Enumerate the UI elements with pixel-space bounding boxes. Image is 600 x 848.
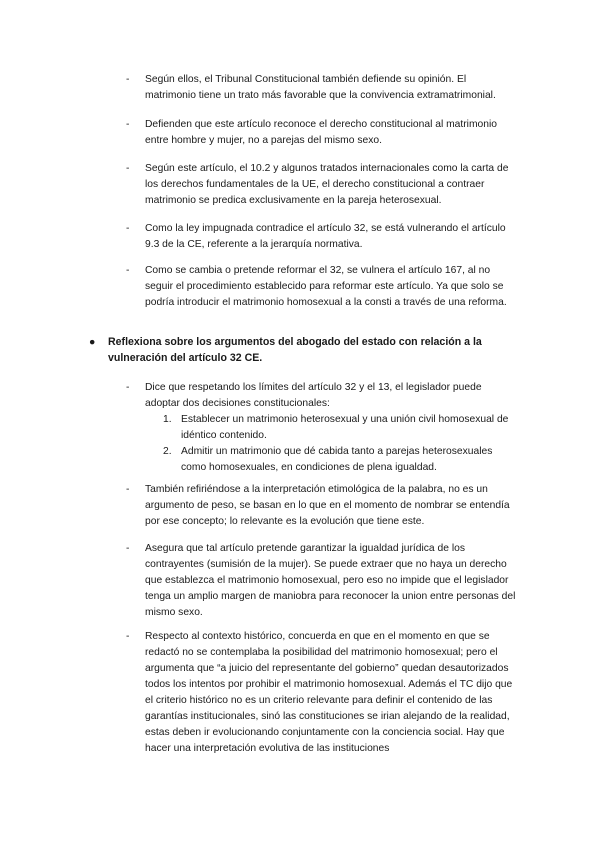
number-marker: 2.	[163, 446, 172, 457]
numbered-item	[145, 444, 517, 476]
dash-marker: -	[126, 265, 130, 276]
list-item-text: Como la ley impugnada contradice el artículo 32, se está vulnerando el artículo 9.3 de la CE, referente a la jerarquía normativa.	[145, 223, 506, 250]
numbered-item-text: Establecer un matrimonio heterosexual y una unión civil homosexual de idéntico contenido.	[181, 414, 509, 441]
list-item-text: Respecto al contexto histórico, concuerda en que en el momento en que se redactó no se contemplaba la posibilidad del matrimonio homosexual; pero el argumenta que “a juicio del representante del gobierno” quedan desautorizados todos los intentos por prohibir el matrimonio homosexual. Además el TC dijo que el criterio histórico no es un criterio relevante para definir el contenido de las garantías institucionales, sinó las constituciones se irian alejando de la realidad, estas deben ir evolucionando conjuntamente con la conciencia social. Hay que hacer una interpretación evolutiva de las instituciones	[145, 631, 513, 754]
list-item	[126, 72, 517, 104]
list-item-text: Dice que respetando los límites del artículo 32 y el 13, el legislador puede adoptar dos decisiones constitucionales:	[145, 382, 482, 409]
list-item	[126, 541, 517, 621]
dash-marker: -	[126, 484, 130, 495]
list-item-text: También refiriéndose a la interpretación etimológica de la palabra, no es un argumento de peso, se basan en lo que en el momento de nombrar se entendía por ese concepto; lo relevante es la evolución que tiene este.	[145, 484, 510, 527]
dash-marker: -	[126, 223, 130, 234]
dash-marker: -	[126, 631, 130, 642]
dash-marker: -	[126, 163, 130, 174]
list-item	[126, 629, 517, 757]
bullet-heading	[89, 334, 518, 366]
bullet-heading-text: Reflexiona sobre los argumentos del abogado del estado con relación a la vulneración del artículo 32 CE.	[108, 336, 482, 364]
bullet-dot: ●	[89, 336, 96, 348]
numbered-item	[145, 412, 517, 444]
list-item	[126, 161, 517, 209]
list-item-text: Defienden que este artículo reconoce el derecho constitucional al matrimonio entre hombre y mujer, no a parejas del mismo sexo.	[145, 119, 498, 146]
numbered-item-text: Admitir un matrimonio que dé cabida tanto a parejas heterosexuales como homosexuales, en condiciones de plena igualdad.	[181, 446, 493, 473]
list-item	[126, 380, 517, 476]
list-item-text: Según ellos, el Tribunal Constitucional también defiende su opinión. El matrimonio tiene un trato más favorable que la convivencia extramatrimonial.	[145, 74, 496, 101]
number-marker: 1.	[163, 414, 172, 425]
list-item	[126, 263, 517, 311]
dash-marker: -	[126, 382, 130, 393]
list-item-text: Asegura que tal artículo pretende garantizar la igualdad jurídica de los contrayentes (sumisión de la mujer). Se puede extraer que no haya un derecho que establezca el matrimonio homosexual, pero eso no impide que el legislador tenga un amplio margen de maniobra para reconocer la union entre personas del mismo sexo.	[145, 543, 516, 618]
dash-marker: -	[126, 119, 130, 130]
list-item-text: Según este artículo, el 10.2 y algunos tratados internacionales como la carta de los derechos fundamentales de la UE, el derecho constitucional a contraer matrimonio se predica exclusivamente en la pareja heterosexual.	[145, 163, 509, 206]
list-item-text: Como se cambia o pretende reformar el 32, se vulnera el artículo 167, al no seguir el procedimiento establecido para reformar este artículo. Ya que solo se podría introducir el matrimonio homosexual a la consti a través de una reforma.	[145, 265, 507, 308]
list-item	[126, 221, 517, 253]
dash-marker: -	[126, 74, 130, 85]
list-item	[126, 117, 517, 149]
dash-marker: -	[126, 543, 130, 554]
list-item	[126, 482, 517, 530]
